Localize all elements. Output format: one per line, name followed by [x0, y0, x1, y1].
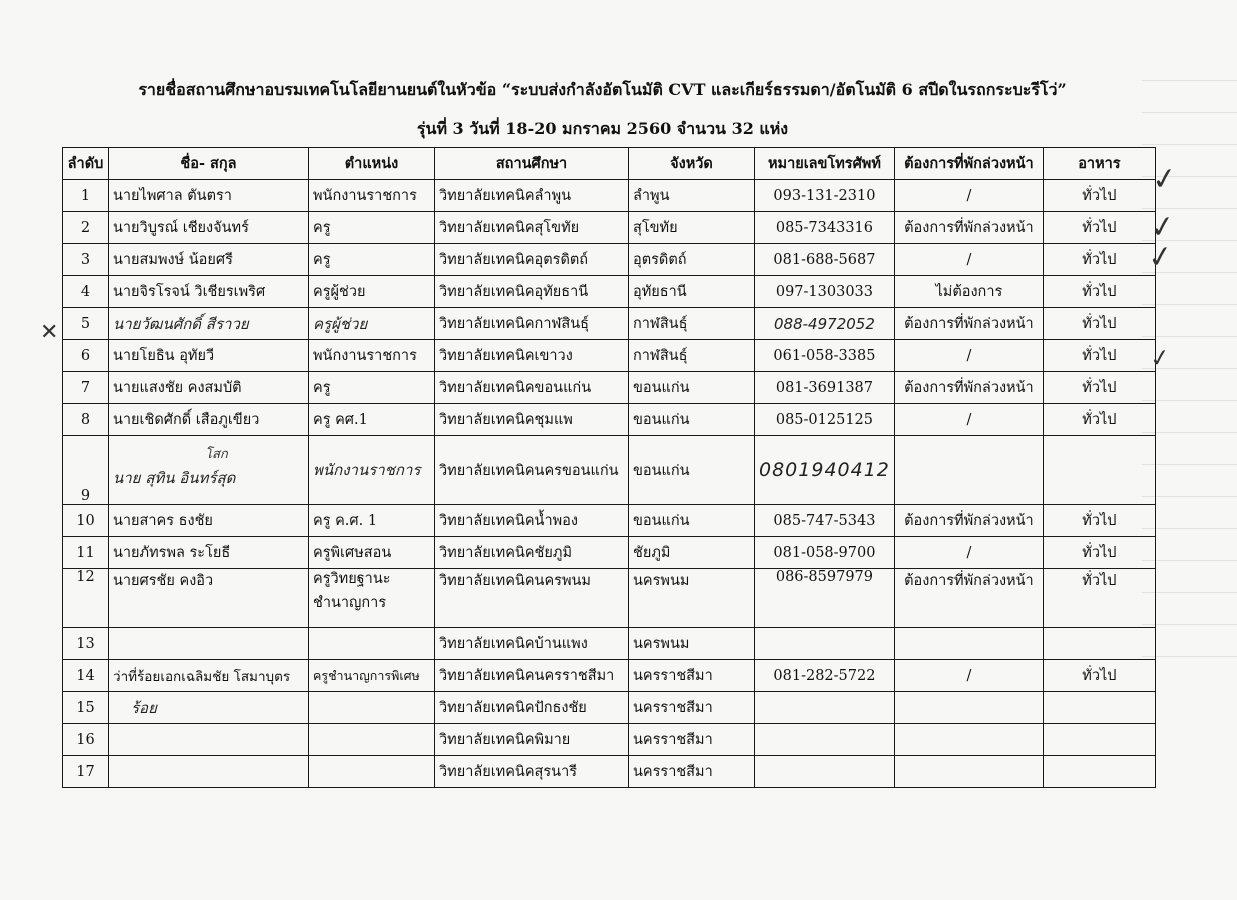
cell-name — [109, 724, 309, 756]
cell-school: วิทยาลัยเทคนิคลำพูน — [435, 180, 629, 212]
header-lodging: ต้องการที่พักล่วงหน้า — [894, 148, 1043, 180]
cell-food: ทั่วไป — [1043, 372, 1155, 404]
table-row — [63, 404, 1156, 436]
cell-school: วิทยาลัยเทคนิคอุตรดิตถ์ — [435, 244, 629, 276]
cell-no: 17 — [63, 756, 109, 788]
cell-food: ทั่วไป — [1043, 276, 1155, 308]
cell-food: ทั่วไป — [1043, 537, 1155, 569]
cell-no: 5 — [63, 308, 109, 340]
cell-school: วิทยาลัยเทคนิคเขาวง — [435, 340, 629, 372]
cell-phone: 086-8597979 — [755, 569, 895, 628]
cell-lodging — [894, 724, 1043, 756]
cell-lodging — [894, 436, 1043, 505]
table-row — [63, 660, 1156, 692]
cell-lodging: / — [894, 660, 1043, 692]
table-row — [63, 436, 1156, 505]
cell-school: วิทยาลัยเทคนิคชัยภูมิ — [435, 537, 629, 569]
cell-lodging: / — [894, 340, 1043, 372]
cell-position: ครูชำนาญการพิเศษ — [309, 660, 435, 692]
cell-position-handwritten: ครูผู้ช่วย — [309, 308, 435, 340]
table-row — [63, 244, 1156, 276]
cell-phone: 081-688-5687 — [755, 244, 895, 276]
table-row — [63, 340, 1156, 372]
cell-province: ขอนแก่น — [629, 436, 755, 505]
cell-position — [309, 756, 435, 788]
cell-school: วิทยาลัยเทคนิคนครราชสีมา — [435, 660, 629, 692]
cell-lodging — [894, 692, 1043, 724]
cell-food: ทั่วไป — [1043, 340, 1155, 372]
cell-name: นายภัทรพล ระโยธี — [109, 537, 309, 569]
cell-school: วิทยาลัยเทคนิคสุรนารี — [435, 756, 629, 788]
handwritten-tick-mark: ✓ — [1145, 238, 1176, 277]
cell-school: วิทยาลัยเทคนิคขอนแก่น — [435, 372, 629, 404]
handwritten-tick-mark: ✓ — [1149, 160, 1180, 199]
cell-no: 3 — [63, 244, 109, 276]
cell-province: นครราชสีมา — [629, 756, 755, 788]
cell-food: ทั่วไป — [1043, 569, 1155, 628]
table-row — [63, 724, 1156, 756]
cell-school: วิทยาลัยเทคนิคอุทัยธานี — [435, 276, 629, 308]
cell-province: สุโขทัย — [629, 212, 755, 244]
cell-food — [1043, 756, 1155, 788]
cell-lodging: / — [894, 404, 1043, 436]
cell-name-handwritten: ร้อย — [109, 692, 309, 724]
cell-school: วิทยาลัยเทคนิคปักธงชัย — [435, 692, 629, 724]
cell-no: 15 — [63, 692, 109, 724]
table-row — [63, 537, 1156, 569]
cell-food — [1043, 628, 1155, 660]
cell-name: นายโยธิน อุทัยวี — [109, 340, 309, 372]
table-row — [63, 505, 1156, 537]
cell-school: วิทยาลัยเทคนิคนครพนม — [435, 569, 629, 628]
position-line-1: ครูวิทยฐานะ — [313, 571, 391, 587]
table-row — [63, 308, 1156, 340]
cell-lodging: ต้องการที่พักล่วงหน้า — [894, 308, 1043, 340]
cell-province: ขอนแก่น — [629, 372, 755, 404]
cell-province: นครราชสีมา — [629, 724, 755, 756]
cell-position: พนักงานราชการ — [309, 180, 435, 212]
cell-lodging: ไม่ต้องการ — [894, 276, 1043, 308]
table-row — [63, 628, 1156, 660]
cell-name: นายไพศาล ตันตรา — [109, 180, 309, 212]
cell-phone: 085-747-5343 — [755, 505, 895, 537]
cell-food — [1043, 436, 1155, 505]
cell-food: ทั่วไป — [1043, 244, 1155, 276]
cell-province: อุตรดิตถ์ — [629, 244, 755, 276]
cell-name — [109, 628, 309, 660]
cell-no: 11 — [63, 537, 109, 569]
cell-name: นายจิรโรจน์ วิเชียรเพริศ — [109, 276, 309, 308]
cell-lodging — [894, 756, 1043, 788]
cell-phone — [755, 692, 895, 724]
cell-position — [309, 628, 435, 660]
header-province: จังหวัด — [629, 148, 755, 180]
cell-food: ทั่วไป — [1043, 404, 1155, 436]
cell-no: 7 — [63, 372, 109, 404]
cell-phone: 061-058-3385 — [755, 340, 895, 372]
handwritten-cross-mark: ✕ — [40, 320, 59, 345]
cell-no: 2 — [63, 212, 109, 244]
cell-position: ครูผู้ช่วย — [309, 276, 435, 308]
cell-food — [1043, 724, 1155, 756]
cell-school: วิทยาลัยเทคนิคนครขอนแก่น — [435, 436, 629, 505]
cell-position: ครู — [309, 212, 435, 244]
cell-no: 1 — [63, 180, 109, 212]
handwritten-tick-mark: ✓ — [1147, 208, 1178, 247]
header-name: ชื่อ- สกุล — [109, 148, 309, 180]
cell-position: ครูพิเศษสอน — [309, 537, 435, 569]
cell-no: 6 — [63, 340, 109, 372]
header-food: อาหาร — [1043, 148, 1155, 180]
cell-school: วิทยาลัยเทคนิคบ้านแพง — [435, 628, 629, 660]
cell-position — [309, 569, 435, 628]
header-position: ตำแหน่ง — [309, 148, 435, 180]
cell-province: ขอนแก่น — [629, 505, 755, 537]
cell-no: 8 — [63, 404, 109, 436]
cell-school: วิทยาลัยเทคนิคน้ำพอง — [435, 505, 629, 537]
cell-province: กาฬสินธุ์ — [629, 340, 755, 372]
cell-lodging: / — [894, 537, 1043, 569]
cell-school: วิทยาลัยเทคนิคพิมาย — [435, 724, 629, 756]
cell-school: วิทยาลัยเทคนิคชุมแพ — [435, 404, 629, 436]
document-title: รายชื่อสถานศึกษาอบรมเทคโนโลยียานยนต์ในหัวข้อ “ระบบส่งกำลังอัตโนมัติ CVT และเกียร์ธรรมดา/อัตโนมัติ 6 สปีดในรถกระบะรีโว่” — [138, 80, 1067, 99]
table-row — [63, 372, 1156, 404]
cell-position: พนักงานราชการ — [309, 340, 435, 372]
cell-no: 12 — [63, 569, 109, 628]
cell-phone-handwritten: 088-4972052 — [755, 308, 895, 340]
cell-province: ขอนแก่น — [629, 404, 755, 436]
cell-phone: 085-0125125 — [755, 404, 895, 436]
cell-name-handwritten — [109, 436, 309, 505]
position-line-2: ชำนาญการ — [313, 595, 387, 611]
cell-position — [309, 692, 435, 724]
handwritten-correction: โสก — [205, 447, 228, 462]
table-row — [63, 692, 1156, 724]
cell-no: 10 — [63, 505, 109, 537]
table-row — [63, 212, 1156, 244]
cell-lodging — [894, 628, 1043, 660]
table-row — [63, 756, 1156, 788]
cell-lodging: ต้องการที่พักล่วงหน้า — [894, 372, 1043, 404]
cell-name: นายแสงชัย คงสมบัติ — [109, 372, 309, 404]
cell-phone — [755, 756, 895, 788]
cell-position: ครู ค.ศ. 1 — [309, 505, 435, 537]
cell-food: ทั่วไป — [1043, 308, 1155, 340]
cell-no: 14 — [63, 660, 109, 692]
table-row — [63, 180, 1156, 212]
cell-position-handwritten: พนักงานราชการ — [309, 436, 435, 505]
cell-province: กาฬสินธุ์ — [629, 308, 755, 340]
cell-province: นครพนม — [629, 628, 755, 660]
cell-lodging: ต้องการที่พักล่วงหน้า — [894, 212, 1043, 244]
handwritten-name: นาย สุทิน อินทร์สุด — [113, 469, 236, 487]
cell-phone: 081-058-9700 — [755, 537, 895, 569]
cell-name-handwritten: นายวัฒนศักดิ์ สีราวย — [109, 308, 309, 340]
cell-phone — [755, 724, 895, 756]
cell-lodging: ต้องการที่พักล่วงหน้า — [894, 505, 1043, 537]
header-phone: หมายเลขโทรศัพท์ — [755, 148, 895, 180]
cell-position: ครู คศ.1 — [309, 404, 435, 436]
cell-lodging: ต้องการที่พักล่วงหน้า — [894, 569, 1043, 628]
document-subtitle: รุ่นที่ 3 วันที่ 18-20 มกราคม 2560 จำนวน 32 แห่ง — [416, 119, 789, 138]
cell-school: วิทยาลัยเทคนิคกาฬสินธุ์ — [435, 308, 629, 340]
cell-food — [1043, 692, 1155, 724]
cell-name: นายศรชัย คงอิว — [109, 569, 309, 628]
registration-table — [62, 147, 1156, 788]
cell-no: 4 — [63, 276, 109, 308]
cell-name — [109, 756, 309, 788]
cell-lodging: / — [894, 180, 1043, 212]
table-row — [63, 276, 1156, 308]
cell-province: ลำพูน — [629, 180, 755, 212]
cell-phone: 097-1303033 — [755, 276, 895, 308]
cell-name: นายเชิดศักดิ์ เสือภูเขียว — [109, 404, 309, 436]
cell-phone: 093-131-2310 — [755, 180, 895, 212]
header-no: ลำดับ — [63, 148, 109, 180]
cell-food: ทั่วไป — [1043, 180, 1155, 212]
cell-food: ทั่วไป — [1043, 660, 1155, 692]
cell-no: 16 — [63, 724, 109, 756]
cell-name: นายสาคร ธงชัย — [109, 505, 309, 537]
cell-phone: 081-282-5722 — [755, 660, 895, 692]
table-row — [63, 569, 1156, 628]
cell-phone: 085-7343316 — [755, 212, 895, 244]
cell-province: อุทัยธานี — [629, 276, 755, 308]
cell-name: ว่าที่ร้อยเอกเฉลิมชัย โสมาบุตร — [109, 660, 309, 692]
cell-phone — [755, 628, 895, 660]
cell-province: นครพนม — [629, 569, 755, 628]
cell-province: นครราชสีมา — [629, 660, 755, 692]
cell-province: ชัยภูมิ — [629, 537, 755, 569]
cell-name: นายวิบูรณ์ เชียงจันทร์ — [109, 212, 309, 244]
table-header-row — [63, 148, 1156, 180]
handwritten-tick-mark: ✓ — [1148, 342, 1172, 374]
cell-no: 13 — [63, 628, 109, 660]
cell-name: นายสมพงษ์ น้อยศรี — [109, 244, 309, 276]
cell-lodging: / — [894, 244, 1043, 276]
cell-food: ทั่วไป — [1043, 212, 1155, 244]
header-school: สถานศึกษา — [435, 148, 629, 180]
cell-no: 9 — [63, 436, 109, 505]
cell-phone-handwritten: 0801940412 — [755, 436, 895, 505]
cell-food: ทั่วไป — [1043, 505, 1155, 537]
cell-position: ครู — [309, 372, 435, 404]
cell-school: วิทยาลัยเทคนิคสุโขทัย — [435, 212, 629, 244]
cell-phone: 081-3691387 — [755, 372, 895, 404]
cell-position: ครู — [309, 244, 435, 276]
cell-position — [309, 724, 435, 756]
cell-province: นครราชสีมา — [629, 692, 755, 724]
